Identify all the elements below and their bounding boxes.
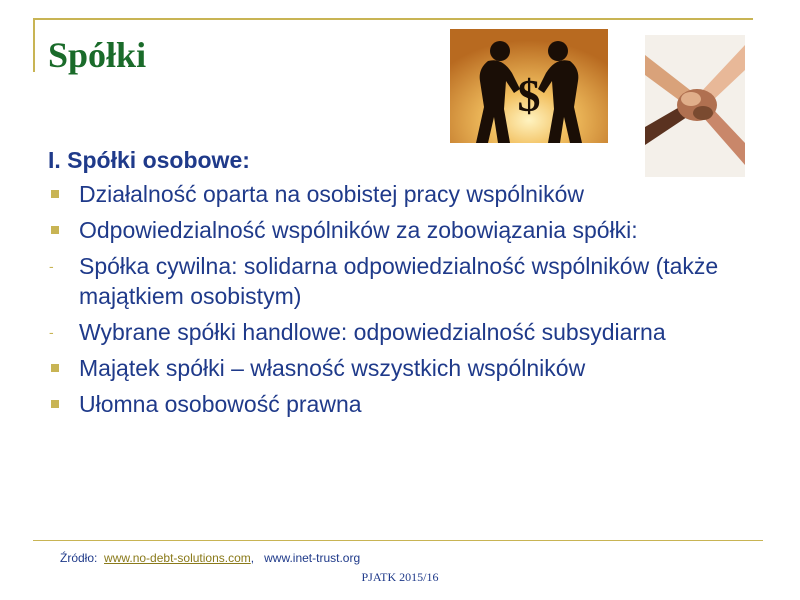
dash-bullet-icon: - bbox=[49, 324, 54, 340]
source-separator: , bbox=[250, 551, 255, 565]
square-bullet-icon bbox=[51, 364, 59, 372]
list-item bbox=[48, 389, 728, 419]
list-item-text: Wybrane spółki handlowe: odpowiedzialność subsydiarna bbox=[79, 319, 666, 345]
square-bullet-icon bbox=[51, 226, 59, 234]
svg-text:$: $ bbox=[517, 70, 541, 121]
top-border-line bbox=[33, 18, 753, 20]
source-label: Źródło: bbox=[60, 551, 98, 565]
page-footer: PJATK 2015/16 bbox=[361, 570, 439, 584]
list-item bbox=[48, 317, 728, 347]
list-item-text: Majątek spółki – własność wszystkich wspólników bbox=[79, 355, 586, 381]
source-link-inet-trust[interactable]: www.inet-trust.org bbox=[264, 551, 361, 565]
dash-bullet-icon: - bbox=[49, 258, 54, 274]
square-bullet-icon bbox=[51, 190, 59, 198]
list-item bbox=[48, 353, 728, 383]
section-heading: I. Spółki osobowe: bbox=[48, 147, 250, 173]
square-bullet-icon bbox=[51, 400, 59, 408]
list-item-text: Spółka cywilna: solidarna odpowiedzialność wspólników (także majątkiem osobistym) bbox=[79, 253, 719, 309]
list-item-text: Działalność oparta na osobistej pracy wspólników bbox=[79, 181, 584, 207]
source-note bbox=[60, 551, 360, 565]
footer-divider bbox=[33, 540, 763, 541]
slide-title: Spółki bbox=[48, 35, 147, 75]
left-border-line bbox=[33, 18, 35, 72]
list-item bbox=[48, 179, 728, 209]
slide-content bbox=[48, 145, 728, 425]
list-item-text: Ułomna osobowość prawna bbox=[79, 391, 362, 417]
silhouettes-dollar-image bbox=[450, 29, 608, 143]
source-link-no-debt[interactable]: www.no-debt-solutions.com bbox=[104, 551, 251, 565]
list-item bbox=[48, 215, 728, 245]
list-item bbox=[48, 251, 728, 311]
list-item-text: Odpowiedzialność wspólników za zobowiązania spółki: bbox=[79, 217, 638, 243]
